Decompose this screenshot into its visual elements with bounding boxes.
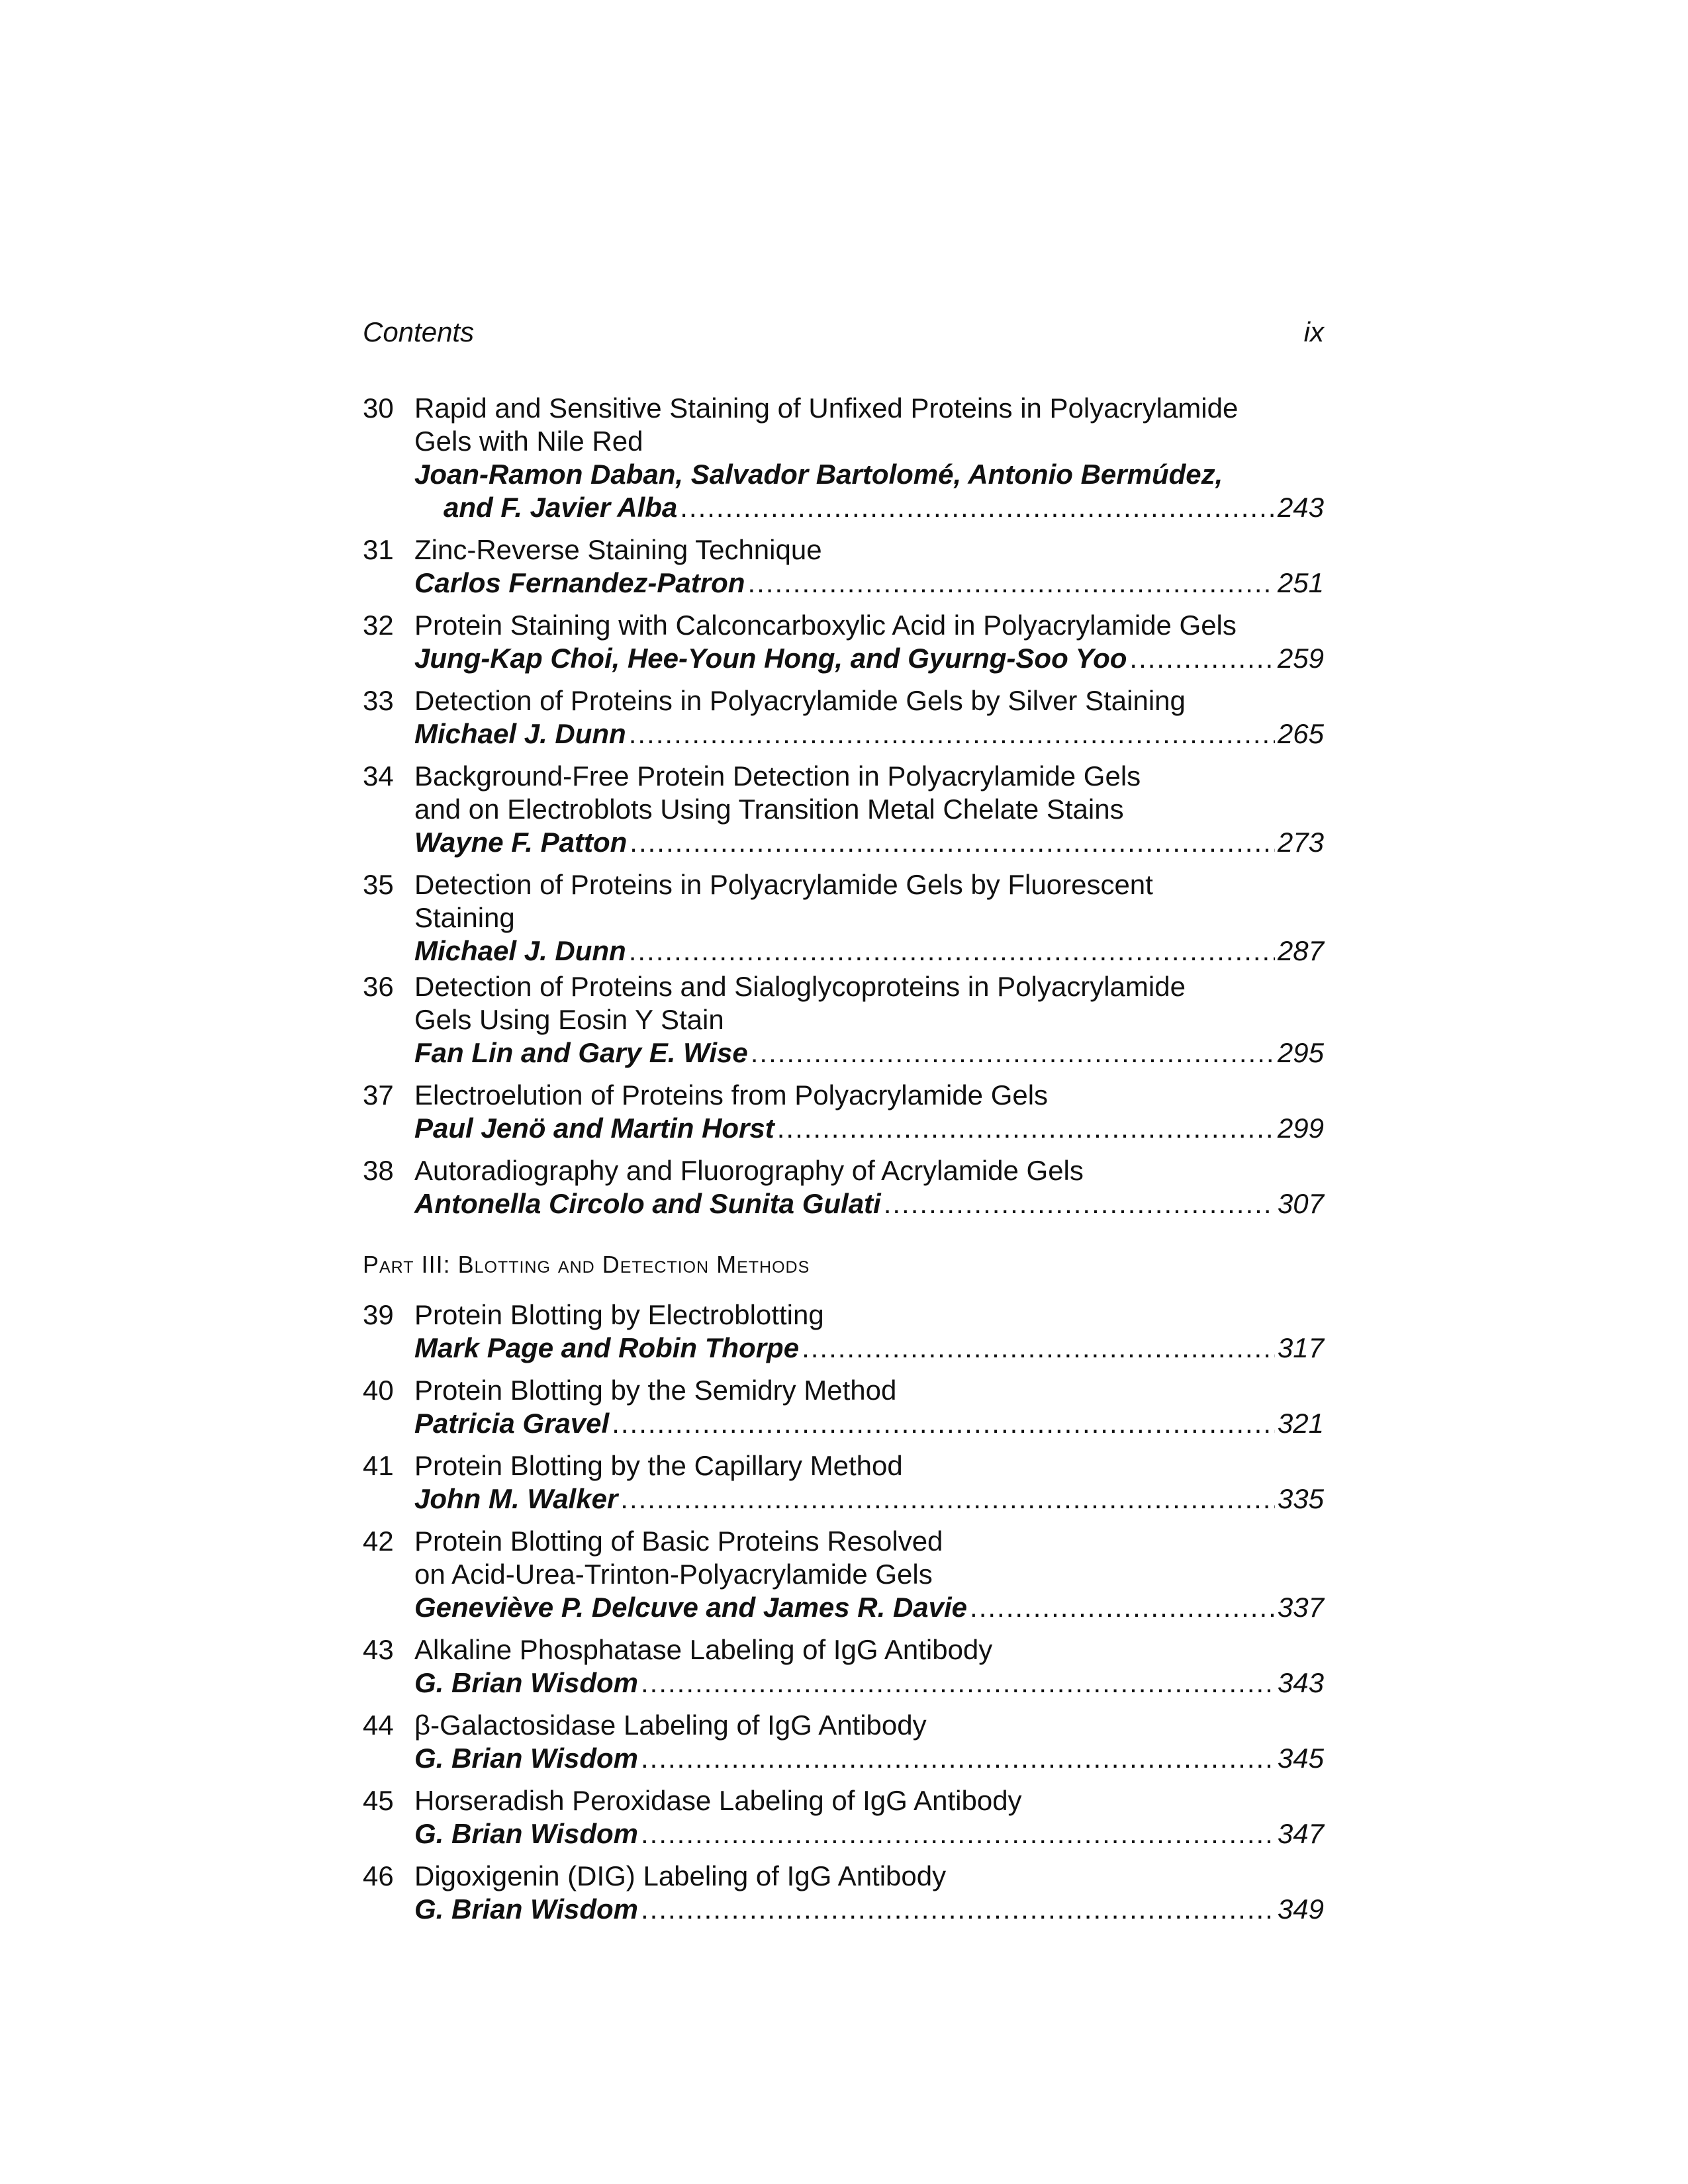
chapter-number: 40 — [363, 1375, 394, 1406]
toc-entry-35 — [363, 868, 1324, 968]
chapter-page: 345 — [1277, 1743, 1324, 1774]
chapter-page: 265 — [1277, 718, 1324, 749]
dot-leader — [802, 1332, 1275, 1365]
chapter-title: Digoxigenin (DIG) Labeling of IgG Antibody — [414, 1860, 947, 1891]
toc-entry-34 — [363, 760, 1324, 859]
chapter-title: Protein Blotting by Electroblotting — [414, 1299, 824, 1330]
chapter-authors: Jung-Kap Choi, Hee-Youn Hong, and Gyurng-Soo Yoo — [414, 643, 1127, 674]
chapter-page: 251 — [1277, 567, 1324, 598]
part-heading: Part III: Blotting and Detection Methods — [363, 1251, 810, 1278]
chapter-authors: Michael J. Dunn — [414, 935, 626, 966]
chapter-authors-cont: and F. Javier Alba — [444, 492, 678, 523]
dot-leader — [777, 1112, 1275, 1145]
chapter-number: 41 — [363, 1450, 394, 1481]
toc-entry-44 — [363, 1709, 1324, 1775]
toc-entry-31 — [363, 533, 1324, 600]
toc-entry-37 — [363, 1079, 1324, 1145]
chapter-title-cont: Gels Using Eosin Y Stain — [414, 1004, 724, 1035]
chapter-page: 335 — [1277, 1483, 1324, 1514]
chapter-title: Detection of Proteins in Polyacrylamide Gels by Fluorescent Staining — [414, 869, 1153, 933]
chapter-page: 347 — [1277, 1818, 1324, 1849]
chapter-title: Zinc-Reverse Staining Technique — [414, 534, 822, 565]
chapter-title-cont: Gels with Nile Red — [414, 426, 643, 457]
dot-leader — [680, 491, 1275, 524]
chapter-title: Background-Free Protein Detection in Polyacrylamide Gels — [414, 760, 1141, 792]
toc-entry-39 — [363, 1298, 1324, 1365]
chapter-authors: G. Brian Wisdom — [414, 1818, 638, 1849]
dot-leader — [970, 1591, 1275, 1624]
chapter-authors-line — [414, 1187, 1324, 1220]
toc-entry-45 — [363, 1784, 1324, 1850]
toc-entry-38 — [363, 1154, 1324, 1220]
chapter-authors-line — [414, 717, 1324, 751]
chapter-authors: G. Brian Wisdom — [414, 1743, 638, 1774]
chapter-page: 287 — [1277, 935, 1324, 966]
toc-page — [363, 316, 1324, 1935]
chapter-authors-line — [414, 642, 1324, 675]
chapter-title: Autoradiography and Fluorography of Acrylamide Gels — [414, 1155, 1084, 1186]
dot-leader — [884, 1187, 1275, 1220]
dot-leader — [641, 1817, 1275, 1850]
chapter-authors: Carlos Fernandez-Patron — [414, 567, 745, 598]
chapter-authors-line — [414, 1407, 1324, 1440]
chapter-authors: Michael J. Dunn — [414, 718, 626, 749]
chapter-page: 307 — [1277, 1188, 1324, 1219]
chapter-authors-line — [414, 1482, 1324, 1516]
chapter-authors: Fan Lin and Gary E. Wise — [414, 1037, 748, 1068]
chapter-number: 38 — [363, 1155, 394, 1186]
chapter-authors-line — [414, 1332, 1324, 1365]
chapter-number: 31 — [363, 534, 394, 565]
toc-entry-36 — [363, 970, 1324, 1069]
chapter-number: 45 — [363, 1785, 394, 1816]
chapter-authors: Geneviève P. Delcuve and James R. Davie — [414, 1592, 968, 1623]
chapter-authors-line — [414, 826, 1324, 859]
chapter-page: 343 — [1277, 1667, 1324, 1698]
chapter-number: 43 — [363, 1634, 394, 1665]
chapter-authors: Antonella Circolo and Sunita Gulati — [414, 1188, 881, 1219]
toc-entry-42 — [363, 1525, 1324, 1624]
chapter-authors-line — [414, 1817, 1324, 1850]
dot-leader — [641, 1893, 1275, 1926]
chapter-number: 37 — [363, 1079, 394, 1111]
chapter-authors: John M. Walker — [414, 1483, 618, 1514]
page-number: ix — [1303, 316, 1324, 347]
chapter-number: 39 — [363, 1299, 394, 1330]
chapter-page: 317 — [1277, 1332, 1324, 1363]
chapter-number: 35 — [363, 869, 394, 900]
chapter-page: 321 — [1277, 1408, 1324, 1439]
chapter-authors-line — [414, 567, 1324, 600]
chapter-title: β-Galactosidase Labeling of IgG Antibody — [414, 1709, 927, 1741]
chapter-authors: G. Brian Wisdom — [414, 1893, 638, 1925]
chapter-authors: Patricia Gravel — [414, 1408, 610, 1439]
chapter-authors-line — [414, 1112, 1324, 1145]
chapter-authors: Mark Page and Robin Thorpe — [414, 1332, 800, 1363]
chapter-title: Detection of Proteins in Polyacrylamide Gels by Silver Staining — [414, 685, 1186, 716]
toc-entry-40 — [363, 1374, 1324, 1440]
chapter-authors-line — [414, 1666, 1324, 1700]
chapter-number: 36 — [363, 971, 394, 1002]
chapter-number: 44 — [363, 1709, 394, 1741]
chapter-authors-line — [414, 1591, 1324, 1624]
dot-leader — [747, 567, 1274, 600]
chapter-page: 337 — [1277, 1592, 1324, 1623]
chapter-page: 349 — [1277, 1893, 1324, 1925]
toc-entry-41 — [363, 1449, 1324, 1516]
dot-leader — [641, 1666, 1275, 1700]
chapter-title-cont: and on Electroblots Using Transition Metal Chelate Stains — [414, 794, 1124, 825]
dot-leader — [1129, 642, 1275, 675]
chapter-authors-line — [414, 934, 1324, 968]
chapter-title: Protein Staining with Calconcarboxylic Acid in Polyacrylamide Gels — [414, 610, 1237, 641]
chapter-title-cont: on Acid-Urea-Trinton-Polyacrylamide Gels — [414, 1559, 933, 1590]
chapter-authors: Joan-Ramon Daban, Salvador Bartolomé, Antonio Bermúdez, — [414, 459, 1223, 490]
chapter-title: Alkaline Phosphatase Labeling of IgG Antibody — [414, 1634, 993, 1665]
toc-entry-46 — [363, 1860, 1324, 1926]
chapter-title: Protein Blotting by the Semidry Method — [414, 1375, 897, 1406]
toc-entry-43 — [363, 1633, 1324, 1700]
chapter-authors-line — [414, 1893, 1324, 1926]
dot-leader — [630, 826, 1275, 859]
chapter-authors: Paul Jenö and Martin Horst — [414, 1113, 774, 1144]
chapter-page: 273 — [1277, 827, 1324, 858]
chapter-authors-line — [414, 491, 1324, 524]
chapter-authors: G. Brian Wisdom — [414, 1667, 638, 1698]
chapter-title: Detection of Proteins and Sialoglycoproteins in Polyacrylamide — [414, 971, 1186, 1002]
toc-entry-33 — [363, 684, 1324, 751]
running-head — [363, 316, 1324, 359]
dot-leader — [629, 934, 1275, 968]
table-of-contents — [363, 392, 1324, 1926]
chapter-authors-line — [414, 1036, 1324, 1069]
dot-leader — [751, 1036, 1275, 1069]
chapter-page: 295 — [1277, 1037, 1324, 1068]
chapter-number: 42 — [363, 1525, 394, 1557]
toc-entry-32 — [363, 609, 1324, 675]
chapter-title: Electroelution of Proteins from Polyacrylamide Gels — [414, 1079, 1049, 1111]
chapter-number: 34 — [363, 760, 394, 792]
chapter-page: 299 — [1277, 1113, 1324, 1144]
dot-leader — [641, 1742, 1275, 1775]
dot-leader — [629, 717, 1275, 751]
chapter-page: 259 — [1277, 643, 1324, 674]
chapter-page: 243 — [1277, 492, 1324, 523]
chapter-number: 30 — [363, 392, 394, 424]
chapter-number: 46 — [363, 1860, 394, 1891]
chapter-title: Protein Blotting of Basic Proteins Resolved — [414, 1525, 943, 1557]
chapter-title: Horseradish Peroxidase Labeling of IgG Antibody — [414, 1785, 1022, 1816]
dot-leader — [620, 1482, 1275, 1516]
chapter-number: 32 — [363, 610, 394, 641]
chapter-authors: Wayne F. Patton — [414, 827, 628, 858]
chapter-title: Rapid and Sensitive Staining of Unfixed Proteins in Polyacrylamide — [414, 392, 1239, 424]
chapter-title: Protein Blotting by the Capillary Method — [414, 1450, 903, 1481]
dot-leader — [612, 1407, 1275, 1440]
chapter-number: 33 — [363, 685, 394, 716]
running-head-title: Contents — [363, 316, 475, 347]
toc-entry-30 — [363, 392, 1324, 524]
chapter-authors-line — [414, 1742, 1324, 1775]
